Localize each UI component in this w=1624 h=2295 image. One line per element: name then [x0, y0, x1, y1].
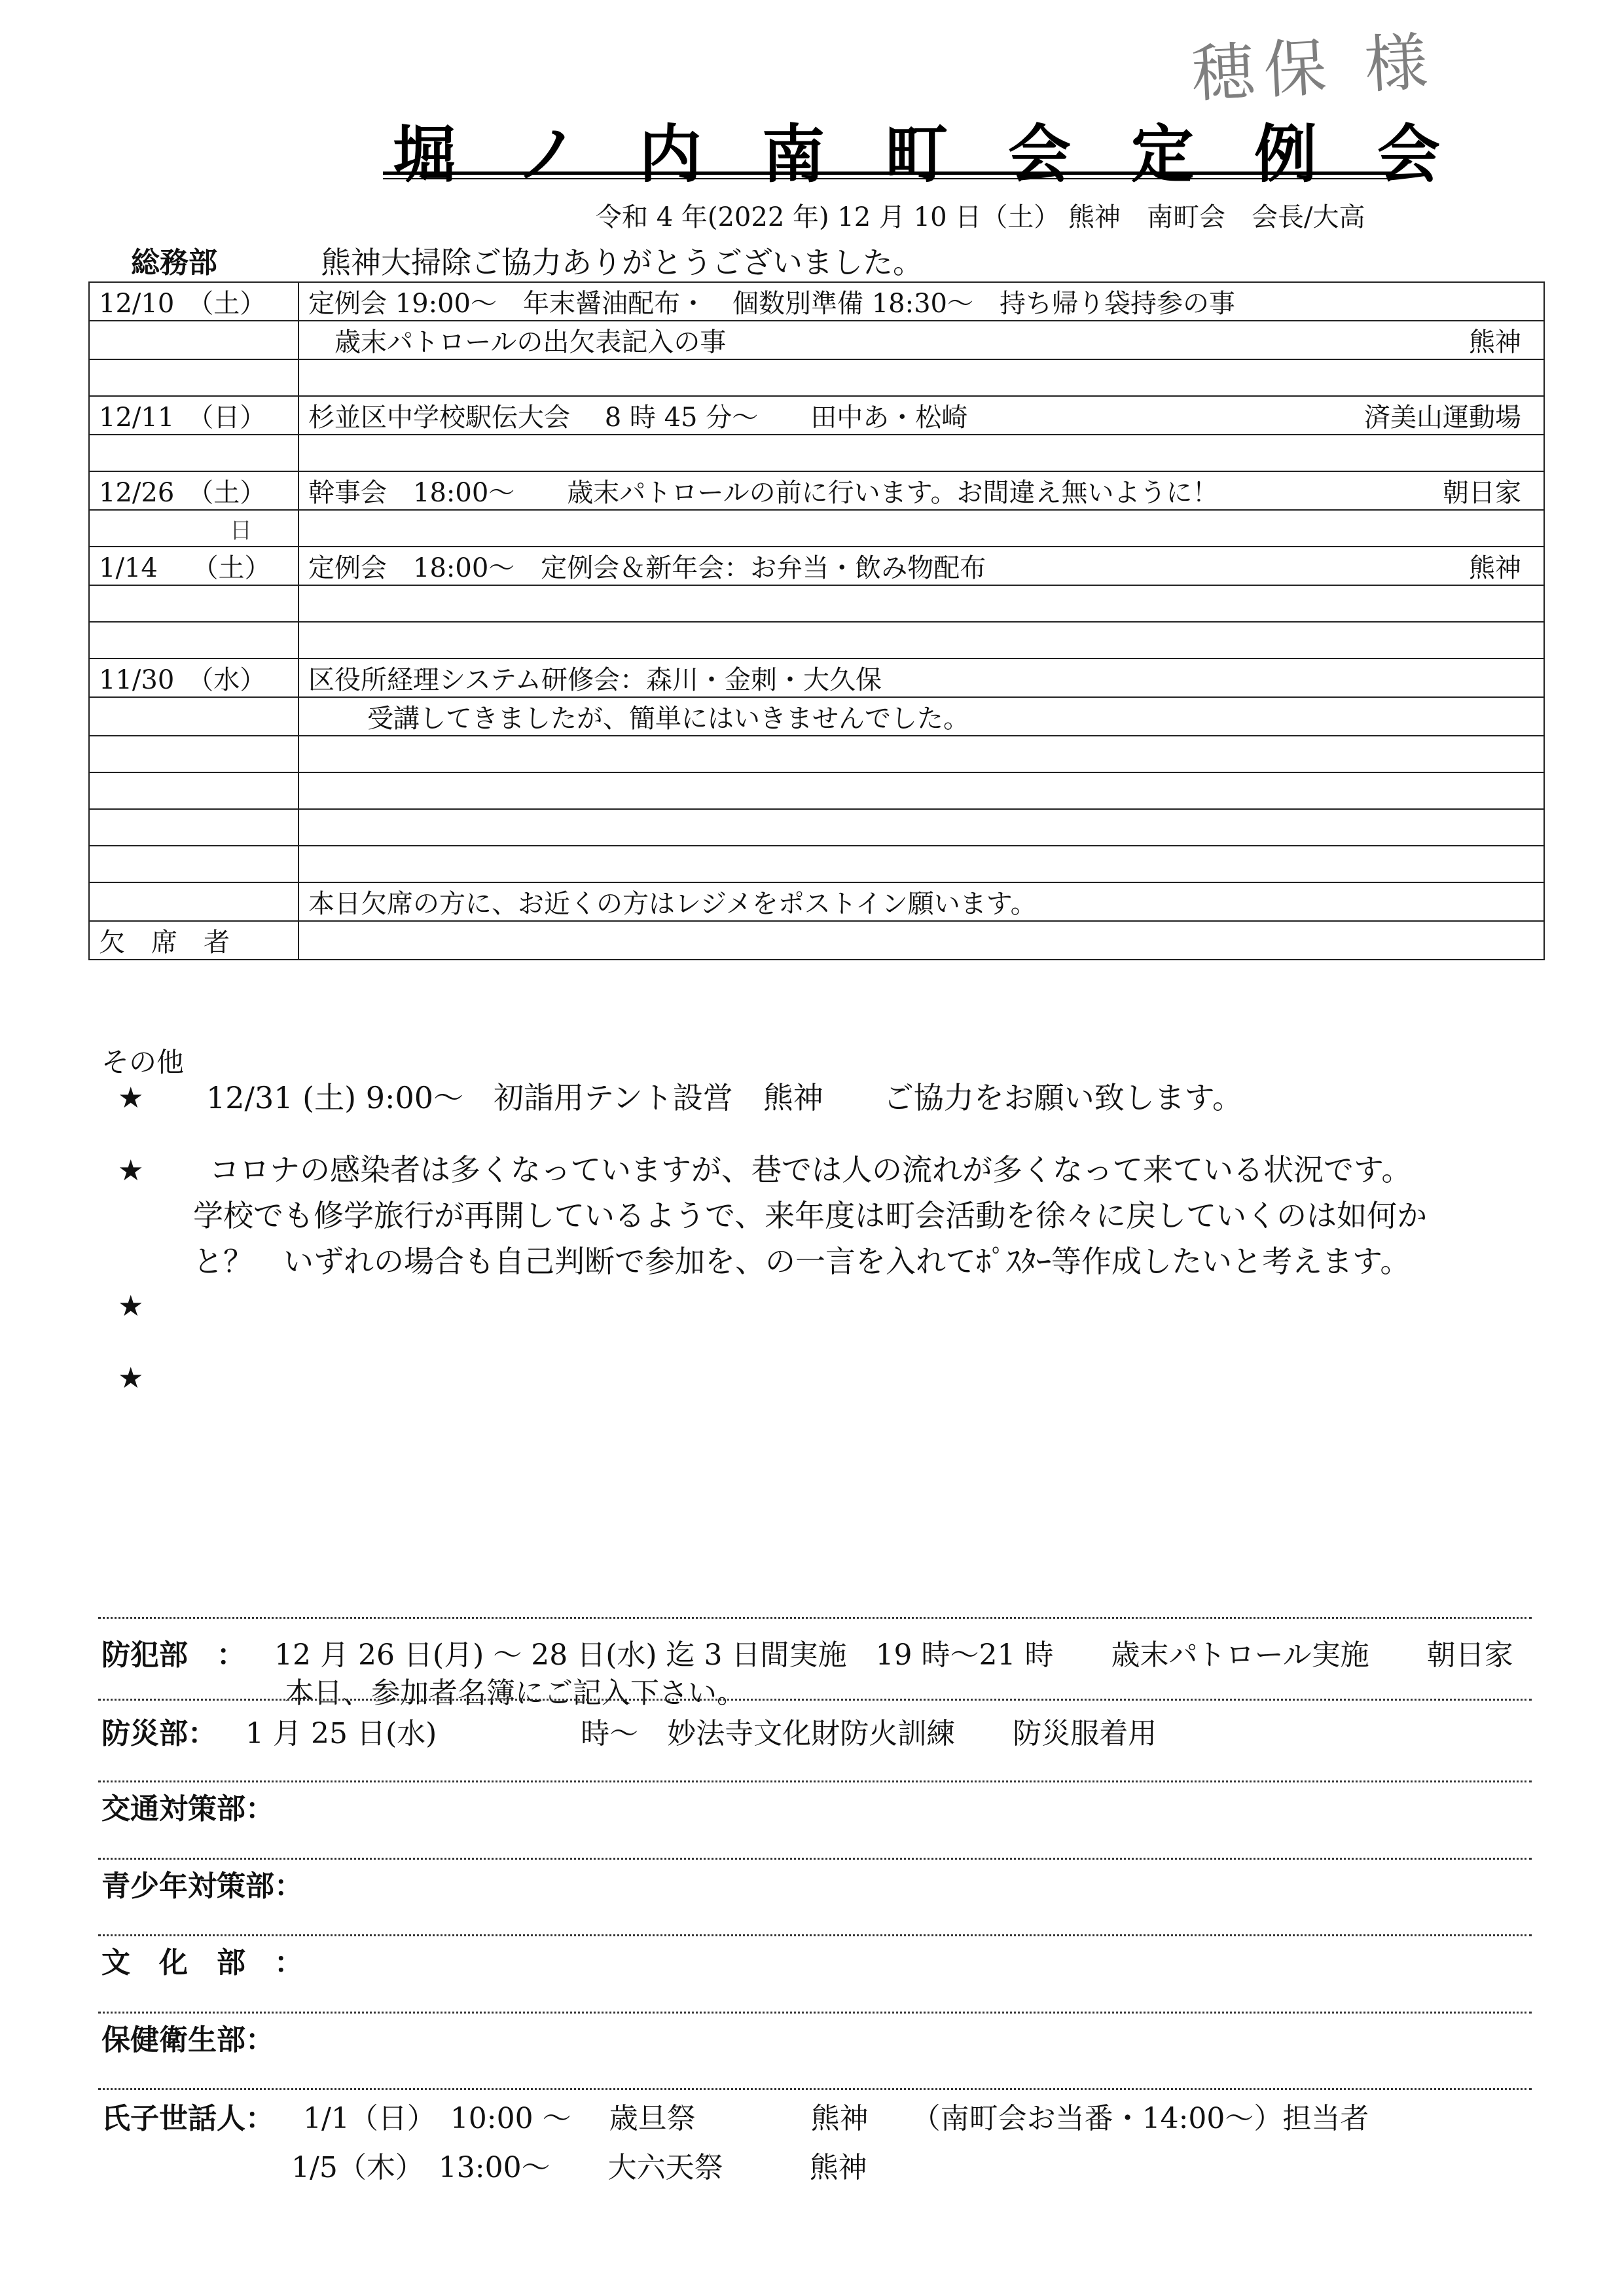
row-date: 1/14 （土）	[89, 547, 298, 585]
title-underline-thin	[383, 178, 1394, 179]
misc-label: その他	[101, 1046, 185, 1078]
row-line: 区役所経理システム研修会：森川・金刺・大久保	[298, 659, 1544, 697]
dept-label: 青少年対策部：	[101, 1870, 303, 1903]
dept-text: 12 月 26 日(月) ～ 28 日(水) 迄 3 日間実施 19 時～21 時 歳末パトロール実施 朝日家	[274, 1638, 1513, 1672]
row-place: 熊神	[1469, 327, 1521, 357]
row-place: 済美山運動場	[1364, 403, 1521, 433]
row-line: 幹事会 18:00～ 歳末パトロールの前に行います。お間違え無いように！	[308, 478, 1219, 508]
dept-label: 防災部：	[101, 1717, 217, 1750]
divider	[98, 1780, 1532, 1782]
table-row	[89, 321, 1544, 359]
divider	[98, 1934, 1532, 1936]
absent-label: 欠 席 者	[89, 921, 298, 960]
table-row	[89, 585, 1544, 622]
dept-ujiko	[101, 2095, 1369, 2137]
divider	[98, 2088, 1532, 2090]
dept-label: 防犯部 ：	[101, 1638, 245, 1672]
title-underline	[383, 172, 1394, 175]
misc-item-2-line: コロナの感染者は多くなっていますが、巷では人の流れが多くなって来ている状況です。	[209, 1152, 1412, 1187]
row-line: 歳末パトロールの出欠表記入の事	[334, 327, 727, 357]
row-place: 朝日家	[1443, 478, 1521, 508]
row-line: 定例会 18:00～ 定例会＆新年会：お弁当・飲み物配布	[308, 553, 986, 583]
row-line: 杉並区中学校駅伝大会 8 時 45 分～ 田中あ・松崎	[308, 403, 968, 433]
table-row	[89, 921, 1544, 960]
divider	[98, 1617, 1532, 1619]
dept-seishounen	[101, 1862, 303, 1904]
table-row	[89, 471, 1544, 510]
bullet-star: ★	[118, 1362, 144, 1395]
table-row	[89, 809, 1544, 846]
dept-label: 交通対策部：	[101, 1792, 274, 1826]
row-line: 受講してきましたが、簡単にはいきませんでした。	[367, 704, 969, 734]
dept-label: 文 化 部 ：	[101, 1946, 303, 1979]
table-row	[89, 282, 1544, 321]
divider	[98, 1858, 1532, 1860]
table-row	[89, 846, 1544, 882]
dept-text: 本日、参加者名簿にご記入下さい。	[285, 1676, 746, 1710]
soumu-label: 総務部	[131, 246, 217, 280]
table-row	[89, 396, 1544, 435]
table-row	[89, 736, 1544, 772]
dept-hoken	[101, 2016, 274, 2058]
table-row	[89, 547, 1544, 585]
row-date: 11/30 （水）	[89, 659, 298, 697]
absent-notice: 本日欠席の方に、お近くの方はレジメをポストイン願います。	[298, 882, 1544, 921]
bullet-star: ★	[118, 1154, 144, 1187]
date-correction-note: 日	[230, 517, 252, 544]
table-row	[89, 359, 1544, 396]
handwritten-addressee: 穂保 様	[1189, 25, 1439, 111]
dept-label: 氏子世話人：	[101, 2102, 274, 2135]
table-row	[89, 622, 1544, 659]
table-row	[89, 435, 1544, 471]
page-title: 堀ノ内南町会定例会	[393, 118, 1500, 191]
dept-bouhan	[101, 1631, 1513, 1673]
table-row	[89, 510, 1544, 547]
divider	[98, 2012, 1532, 2014]
row-text	[298, 282, 1544, 321]
dept-bousai	[101, 1710, 1157, 1752]
meeting-dateline: 令和 4 年(2022 年) 12 月 10 日（土） 熊神 南町会 会長/大高	[596, 202, 1365, 232]
dept-text: 1/5（木） 13:00～ 大六天祭 熊神	[291, 2151, 867, 2184]
schedule-table	[88, 281, 1545, 960]
row-date: 12/10 （土）	[89, 282, 298, 321]
row-line: 定例会 19:00～ 年末醤油配布・ 個数別準備 18:30～ 持ち帰り袋持参の事	[308, 289, 1235, 319]
divider	[98, 1699, 1532, 1701]
misc-item-1: 12/31 (土) 9:00～ 初詣用テント設営 熊神 ご協力をお願い致します。	[206, 1080, 1243, 1115]
table-row	[89, 697, 1544, 736]
bullet-star: ★	[118, 1290, 144, 1323]
table-row	[89, 659, 1544, 697]
row-date: 12/26 （土）	[89, 471, 298, 510]
bullet-star: ★	[118, 1081, 144, 1115]
table-row	[89, 882, 1544, 921]
dept-label: 保健衛生部：	[101, 2023, 274, 2057]
dept-bunka	[101, 1939, 303, 1981]
soumu-message: 熊神大掃除ご協力ありがとうございました。	[321, 245, 923, 280]
absent-list	[298, 921, 1544, 960]
dept-text: 1 月 25 日(水) 時～ 妙法寺文化財防火訓練 防災服着用	[245, 1717, 1157, 1750]
misc-item-2-line: と？ いずれの場合も自己判断で参加を、の一言を入れてﾎﾟｽﾀｰ等作成したいと考えます。	[193, 1244, 1411, 1279]
table-row	[89, 772, 1544, 809]
row-date: 12/11 （日）	[89, 396, 298, 435]
row-place: 熊神	[1469, 553, 1521, 583]
dept-text: 1/1（日） 10:00 ～ 歳旦祭 熊神 （南町会お当番・14:00～）担当者	[303, 2102, 1369, 2135]
dept-koutsuu	[101, 1785, 274, 1827]
misc-item-2-line: 学校でも修学旅行が再開しているようで、来年度は町会活動を徐々に戻していくのは如何か	[193, 1198, 1428, 1233]
